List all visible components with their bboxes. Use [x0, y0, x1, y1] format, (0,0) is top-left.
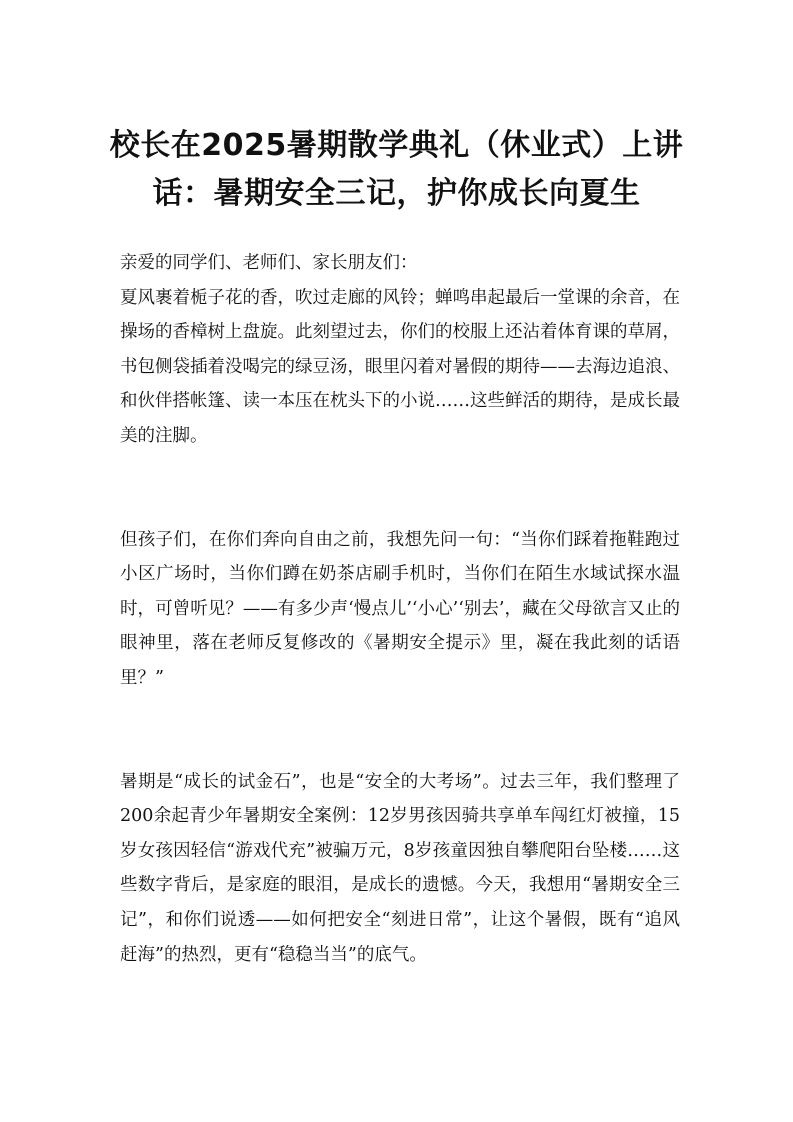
document-title: 校长在2025暑期散学典礼（休业式）上讲话：暑期安全三记，护你成长向夏生 — [109, 128, 684, 211]
paragraph-gap — [120, 454, 680, 523]
paragraph-opening: 夏风裹着栀子花的香，吹过走廊的风铃；蝉鸣串起最后一堂课的余音，在操场的香樟树上盘旋。此刻望过去，你们的校服上还沾着体育课的草屑，书包侧袋插着没喝完的绿豆汤，眼里闪着对暑假的期待——去海边追浪、和伙伴搭帐篷、读一本压在枕头下的小说……这些鲜活的期待，是成长最美的注脚。 — [120, 287, 680, 446]
salutation: 亲爱的同学们、老师们、家长朋友们： — [120, 253, 418, 273]
paragraph-question: 但孩子们，在你们奔向自由之前，我想先问一句：“当你们踩着拖鞋跑过小区广场时，当你们蹲在奶茶店刷手机时，当你们在陌生水域试探水温时，可曾听见？——有多少声‘慢点儿’‘小心’‘别去’，藏在父母欲言又止的眼神里，落在老师反复修改的《暑期安全提示》里，凝在我此刻的话语里？” — [120, 529, 680, 688]
paragraph-safety-cases: 暑期是“成长的试金石”，也是“安全的大考场”。过去三年，我们整理了200余起青少年暑期安全案例：12岁男孩因骑共享单车闯红灯被撞，15岁女孩因轻信“游戏代充”被骗万元，8岁孩童因独自攀爬阳台坠楼……这些数字背后，是家庭的眼泪，是成长的遗憾。今天，我想用“暑期安全三记”，和你们说透——如何把安全“刻进日常”，让这个暑假，既有“追风赶海”的热烈，更有“稳稳当当”的底气。 — [120, 771, 680, 965]
paragraph-gap — [120, 696, 680, 765]
document-body — [120, 246, 680, 972]
